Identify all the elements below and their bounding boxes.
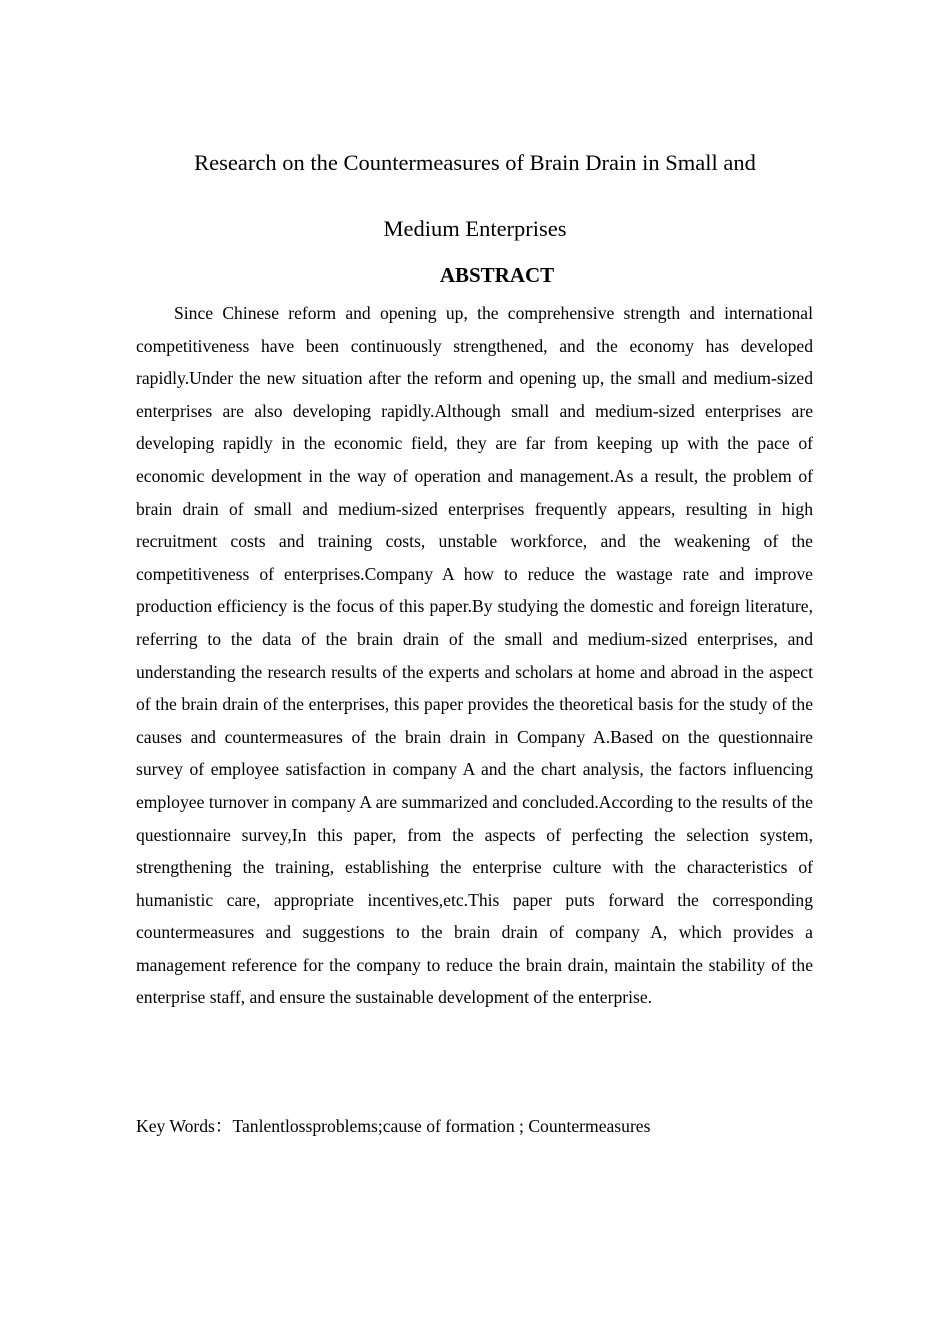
abstract-heading: ABSTRACT bbox=[439, 263, 555, 287]
paper-title-line-2: Medium Enterprises bbox=[383, 216, 567, 241]
keywords-value: Tanlentlossproblems;cause of formation ; Countermeasures bbox=[232, 1116, 651, 1136]
paper-title-line-1: Research on the Countermeasures of Brain Drain in Small and bbox=[194, 150, 756, 175]
keywords-line bbox=[136, 1110, 836, 1142]
abstract-body: Since Chinese reform and opening up, the comprehensive strength and international competitiveness have been continuously strengthened, and the economy has developed rapidly.Under the new situation after the reform and opening up, the small and medium-sized enterprises are also developing rapidly.Although small and medium-sized enterprises are developing rapidly in the economic field, they are far from keeping up with the pace of economic development in the way of operation and management.As a result, the problem of brain drain of small and medium-sized enterprises frequently appears, resulting in high recruitment costs and training costs, unstable workforce, and the weakening of the competitiveness of enterprises.Company A how to reduce the wastage rate and improve production efficiency is the focus of this paper.By studying the domestic and foreign literature, referring to the data of the brain drain of the small and medium-sized enterprises, and understanding the research results of the experts and scholars at home and abroad in the aspect of the brain drain of the enterprises, this paper provides the theoretical basis for the study of the causes and countermeasures of the brain drain in Company A.Based on the questionnaire survey of employee satisfaction in company A and the chart analysis, the factors influencing employee turnover in company A are summarized and concluded.According to the results of the questionnaire survey,In this paper, from the aspects of perfecting the selection system, strengthening the training, establishing the enterprise culture with the characteristics of humanistic care, appropriate incentives,etc.This paper puts forward the corresponding countermeasures and suggestions to the brain drain of company A, which provides a management reference for the company to reduce the brain drain, maintain the stability of the enterprise staff, and ensure the sustainable development of the enterprise. bbox=[136, 303, 813, 1008]
keywords-label: Key Words： bbox=[136, 1116, 233, 1136]
